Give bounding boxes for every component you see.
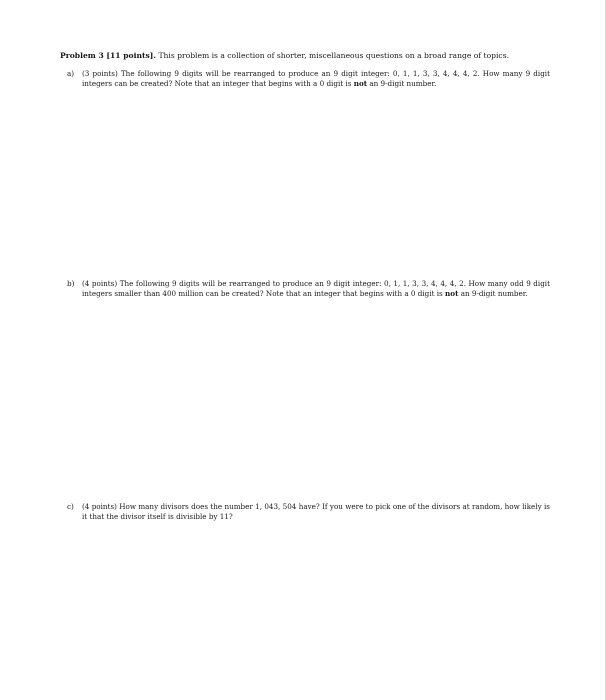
part-body-end: an 9-digit number. bbox=[460, 289, 528, 298]
part-label: b) bbox=[67, 279, 75, 288]
part-points: (4 points) bbox=[82, 279, 118, 288]
part-points: (3 points) bbox=[82, 69, 118, 78]
question-part-a bbox=[67, 69, 550, 89]
part-emphasis: not bbox=[353, 79, 368, 88]
part-body: The following 9 digits will be rearranged to produce an 9 digit integer: 0, 1, 1, 3, 3, 4, 4, 4, 2. How many 9 digit integers can be created? Note that an integer that begins with a 0 digit is bbox=[82, 69, 550, 88]
part-body: How many divisors does the number 1, 043, 504 have? If you were to pick one of the divisors at random, how likely is it that the divisor itself is divisible by 11? bbox=[82, 502, 550, 521]
part-body: The following 9 digits will be rearranged to produce an 9 digit integer: 0, 1, 1, 3, 3, 4, 4, 4, 2. How many odd 9 digit integers smaller than 400 million can be created? Note that an integer that begins with a 0 digit is bbox=[82, 279, 550, 298]
problem-title: Problem 3 [11 points]. bbox=[60, 51, 157, 60]
part-emphasis: not bbox=[445, 289, 459, 298]
part-text bbox=[70, 69, 550, 89]
part-text bbox=[70, 502, 550, 522]
part-body-end: an 9-digit number. bbox=[369, 79, 437, 88]
problem-header bbox=[60, 50, 560, 61]
part-points: (4 points) bbox=[82, 502, 117, 511]
part-text bbox=[70, 279, 550, 299]
part-label: a) bbox=[67, 69, 75, 78]
part-label: c) bbox=[67, 502, 74, 511]
problem-intro: This problem is a collection of shorter, miscellaneous questions on a broad range of topics. bbox=[158, 51, 509, 60]
question-part-b bbox=[67, 279, 550, 299]
question-part-c bbox=[67, 502, 550, 522]
